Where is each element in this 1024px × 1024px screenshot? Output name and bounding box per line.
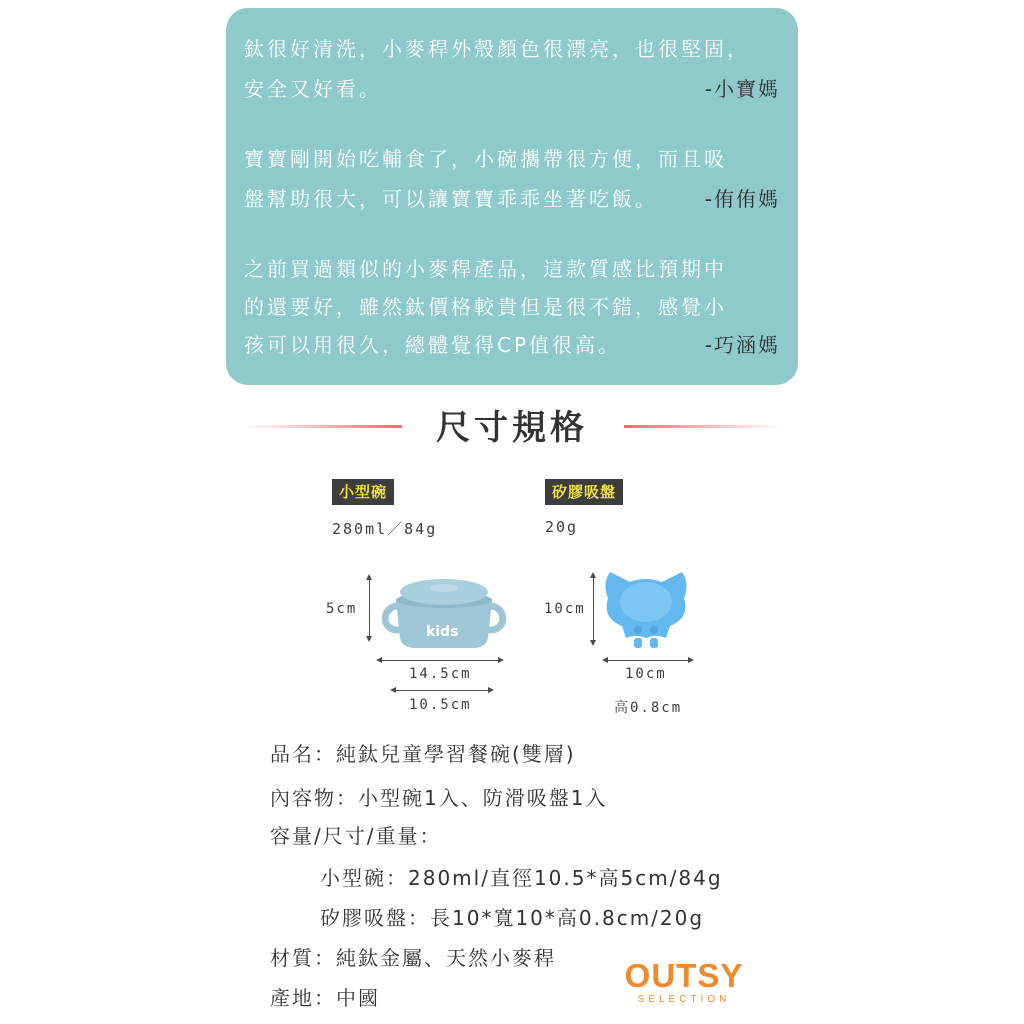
plate-width-arrow-right: [688, 657, 694, 663]
plate-spec: 20g: [545, 518, 579, 536]
review-3-line-2: 的還要好，雖然鈦價格較貴但是很不錯，感覺小: [244, 295, 727, 319]
bowl-height-label: 5cm: [326, 601, 358, 617]
plate-tag: 矽膠吸盤: [545, 479, 623, 505]
bowl-inner-width-line: [394, 690, 490, 691]
bowl-outer-width-line: [380, 660, 500, 661]
brand-logo: [622, 958, 746, 1006]
bowl-spec: 280ml／84g: [332, 520, 438, 538]
bowl-image: [376, 570, 512, 652]
plate-thickness-label: 高0.8cm: [614, 700, 683, 716]
plate-height-label: 10cm: [544, 601, 586, 617]
plate-height-arrow-down: [590, 640, 596, 646]
plate-height-line: [593, 576, 594, 642]
review-1-line-2: 安全又好看。: [244, 77, 382, 101]
review-3-author: -巧涵媽: [704, 333, 780, 357]
brand-subtitle: SELECTION: [637, 994, 731, 1005]
bowl-height-arrow-down: [366, 636, 372, 642]
bowl-outer-arrow-right: [498, 657, 504, 663]
suction-plate-image: [600, 568, 692, 652]
review-3-line-3: 孩可以用很久，總體覺得CP值很高。: [244, 333, 622, 357]
review-1-line-1: 鈦很好清洗，小麥稈外殼顏色很漂亮，也很堅固，: [244, 37, 750, 61]
info-capacity-header: 容量/尺寸/重量：: [270, 824, 442, 848]
info-bowl-spec: 小型碗：280ml/直徑10.5*高5cm/84g: [320, 866, 723, 890]
section-title: 尺寸規格: [436, 408, 588, 448]
bowl-inner-width-label: 10.5cm: [409, 697, 472, 713]
bowl-height-line: [369, 578, 370, 638]
plate-width-line: [606, 660, 690, 661]
review-3-line-1: 之前買過類似的小麥稈產品，這款質感比預期中: [244, 257, 727, 281]
info-material: 材質：純鈦金屬、天然小麥稈: [270, 946, 556, 970]
section-divider-right: [624, 425, 782, 428]
bowl-print-text: kids: [426, 624, 459, 640]
bowl-outer-arrow-left: [376, 657, 382, 663]
bowl-tag: 小型碗: [332, 479, 394, 505]
bowl-height-arrow-up: [366, 574, 372, 580]
bowl-outer-width-label: 14.5cm: [409, 666, 472, 682]
brand-name: OUTSY: [624, 957, 744, 994]
info-product-name: 品名：純鈦兒童學習餐碗(雙層): [270, 742, 576, 766]
section-divider-left: [244, 425, 402, 428]
plate-width-label: 10cm: [625, 666, 667, 682]
review-1-author: -小寶媽: [704, 77, 780, 101]
review-2-line-2: 盤幫助很大，可以讓寶寶乖乖坐著吃飯。: [244, 187, 658, 211]
review-2-author: -侑侑媽: [704, 187, 780, 211]
info-origin: 產地：中國: [270, 986, 380, 1010]
plate-height-arrow-up: [590, 572, 596, 578]
plate-width-arrow-left: [602, 657, 608, 663]
bowl-inner-arrow-left: [390, 687, 396, 693]
info-contents: 內容物：小型碗1入、防滑吸盤1入: [270, 786, 608, 810]
bowl-inner-arrow-right: [488, 687, 494, 693]
info-plate-spec: 矽膠吸盤：長10*寬10*高0.8cm/20g: [320, 906, 705, 930]
review-2-line-1: 寶寶剛開始吃輔食了，小碗攜帶很方便，而且吸: [244, 147, 727, 171]
